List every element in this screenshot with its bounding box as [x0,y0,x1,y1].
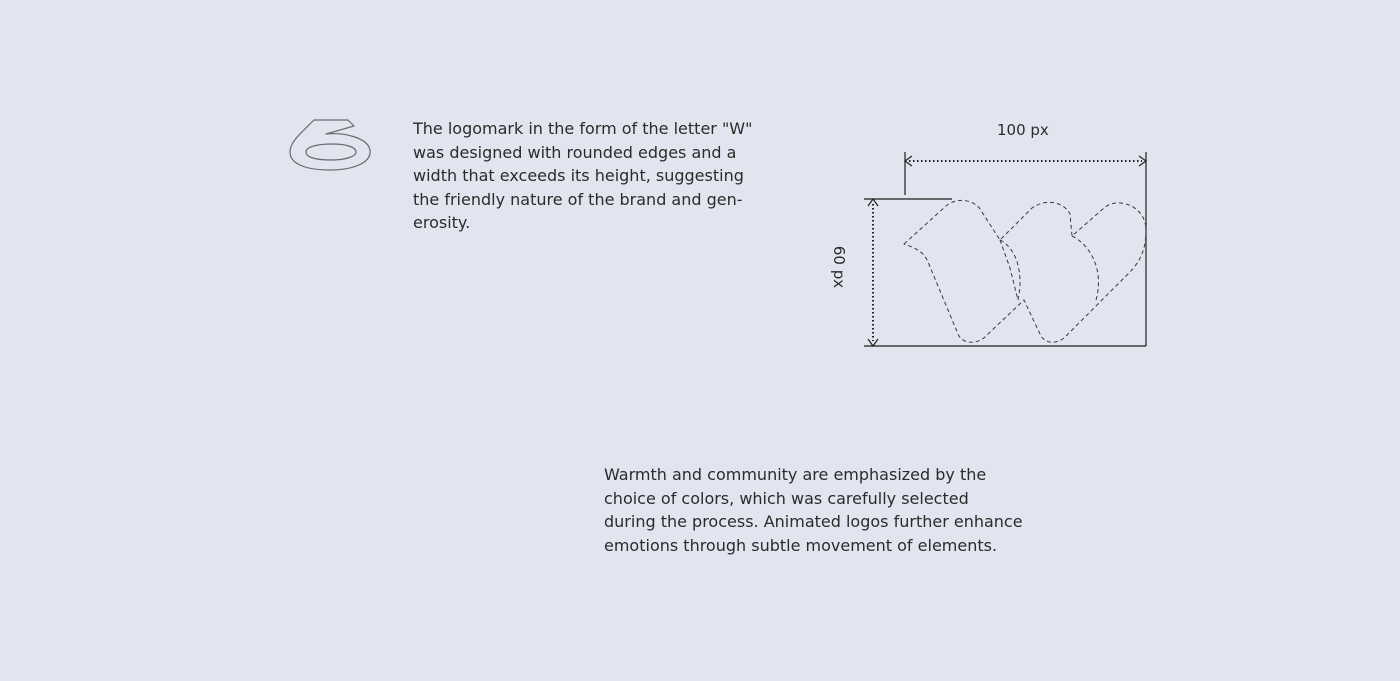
logomark-dimension-diagram [820,110,1160,360]
logomark-description: The logomark in the form of the letter "W" was designed with rounded edges and a width that exceeds its height, suggesting the friendly nature of the brand and gen- erosity. [413,119,753,232]
step-number-6-icon [286,112,376,176]
colors-note: Warmth and community are emphasized by the choice of colors, which was carefully selected during the process. Animated logos further enhance emotions through subtle movement of elements. [604,465,1023,555]
w-logomark-outline [904,200,1146,342]
height-dimension-label: 60 px [830,245,849,289]
width-dimension-line [905,152,1146,346]
width-dimension-label: 100 px [997,121,1049,139]
height-dimension-line [864,199,1146,346]
